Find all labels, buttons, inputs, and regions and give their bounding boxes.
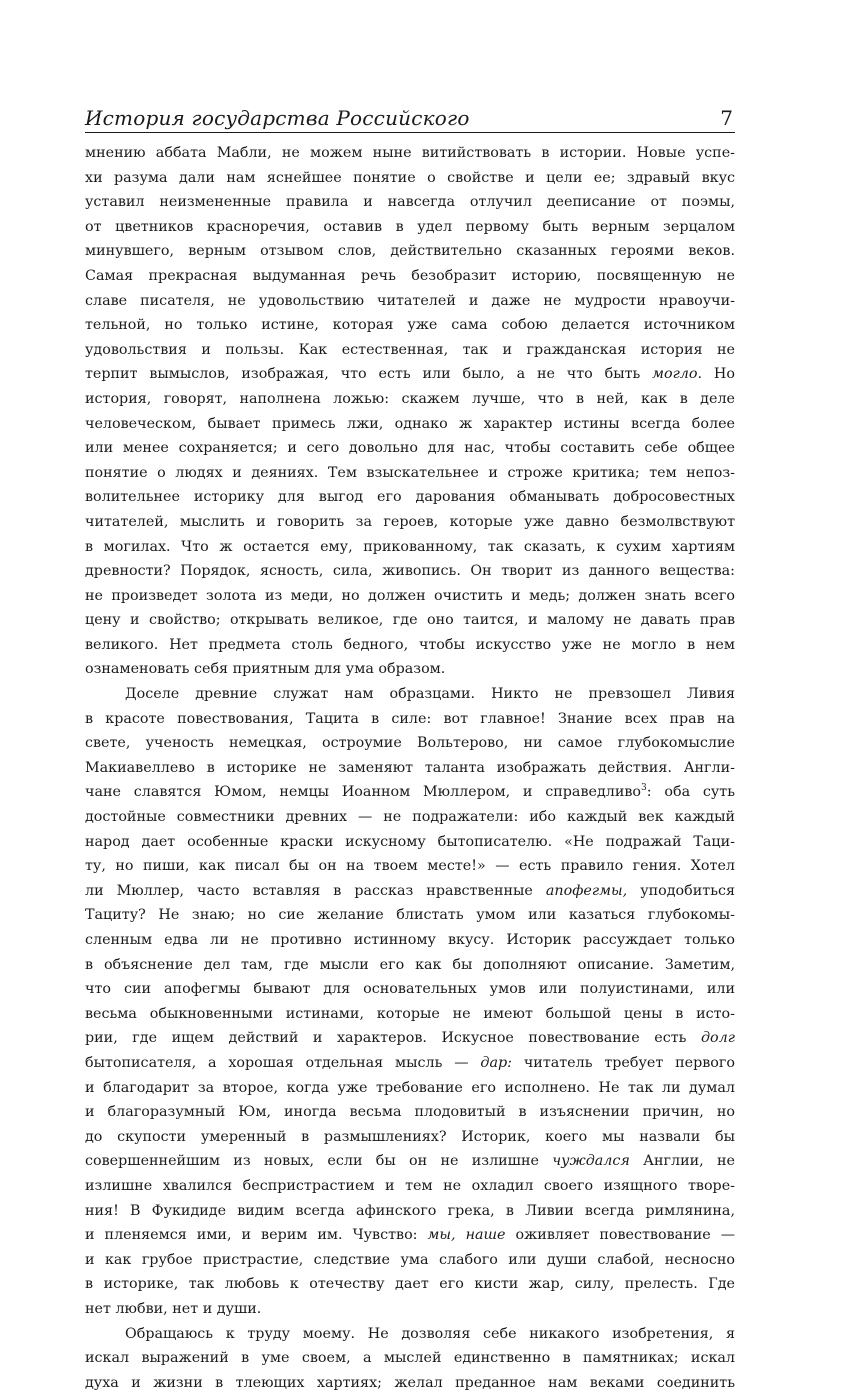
text-line: и благодарит за второе, когда уже требование его исполнено. Не так ли думал [85,1076,735,1101]
text-line: в могилах. Что ж остается ему, прикованному, так сказать, к сухим хартиям [85,535,735,560]
text-line: Макиавеллево в историке не заменяют таланта изображать действия. Англи- [85,756,735,781]
text-line [85,1026,735,1051]
text-line: славе писателя, не удовольствию читателей и даже не мудрости нравоучи- [85,289,735,314]
text-line [85,780,735,805]
text-line: Тациту? Не знаю; но сие желание блистать умом или казаться глубокомы- [85,903,735,928]
footnote-marker[interactable]: 3 [641,784,647,794]
text-line: излишне хвалился беспристрастием и тем не охладил своего изящного творе- [85,1174,735,1199]
text-line: искал выражений в уме своем, а мыслей единственно в памятниках; искал [85,1346,735,1371]
text-run: терпит вымыслов, изображая, что есть или было, а не что быть [85,366,652,382]
text-line [85,362,735,387]
text-run: рии, где ищем действий и характеров. Искусное повествование есть [85,1030,686,1046]
italic-run: дар: [480,1055,512,1071]
text-line: хи разума дали нам яснейшее понятие о свойстве и цели ее; здравый вкус [85,166,735,191]
text-line: великого. Нет предмета столь бедного, чтобы искусство уже не могло в нем [85,633,735,658]
text-line [85,1051,735,1076]
text-line: и благоразумный Юм, иногда весьма плодовитый в изъяснении причин, но [85,1100,735,1125]
text-line: духа и жизни в тлеющих хартиях; желал преданное нам веками соединить [85,1371,735,1395]
text-line: что сии апофегмы бывают для основательных умов или полуистинами, или [85,977,735,1002]
text-line: ния! В Фукидиде видим всегда афинского грека, в Ливии всегда римлянина, [85,1199,735,1224]
text-line: человеческом, бывает примесь лжи, однако ж характер истины всегда более [85,412,735,437]
paragraph-1 [85,141,735,682]
text-line: в красоте повествования, Тацита в силе: вот главное! Знание всех прав на [85,707,735,732]
text-line: не произведет золота из меди, но должен очистить и медь; должен знать всего [85,584,735,609]
text-line: Обращаюсь к труду моему. Не дозволяя себе никакого изобретения, я [85,1322,735,1347]
text-run: читатель требует первого [512,1055,735,1071]
text-run: ли Мюллер, часто вставляя в рассказ нравственные [85,883,533,899]
page-number: 7 [720,106,735,130]
text-run: : оба суть [647,784,735,800]
text-line: удовольствия и пользы. Как естественная, так и гражданская история не [85,338,735,363]
running-header [85,92,735,133]
text-line [85,879,735,904]
text-line: минувшего, верным отзывом слов, действительно сказанных героями веков. [85,239,735,264]
text-line: ту, но пиши, как писал бы он на твоем месте!» — есть правило гения. Хотел [85,854,735,879]
text-run: совершеннейшим из новых, если бы он не излишне [85,1153,539,1169]
running-title: История государства Российского [85,106,470,130]
paragraph-2 [85,682,735,1321]
text-line: тельной, но только истине, которая уже сама собою делается источником [85,313,735,338]
body-text [85,141,735,1395]
text-line: древности? Порядок, ясность, сила, живопись. Он творит из данного вещества: [85,559,735,584]
text-line: нет любви, нет и души. [85,1297,735,1322]
text-line: уставил неизмененные правила и навсегда отлучил дееписание от поэмы, [85,190,735,215]
book-page [85,92,735,1395]
text-run: Но [702,366,735,382]
text-run: Англии, не [630,1153,735,1169]
text-line: мнению аббата Мабли, не можем ныне витийствовать в истории. Новые успе- [85,141,735,166]
text-line [85,1223,735,1248]
italic-run: мы, наше [428,1227,506,1243]
text-line: читателей, мыслить и говорить за героев, которые уже давно безмолвствуют [85,510,735,535]
text-line: Доселе древние служат нам образцами. Никто не превзошел Ливия [85,682,735,707]
text-line: свете, ученость немецкая, остроумие Вольтерово, ни самое глубокомыслие [85,731,735,756]
paragraph-3 [85,1322,735,1395]
text-line: сленным едва ли не противно истинному вкусу. Историк рассуждает только [85,928,735,953]
text-run: уподобиться [627,883,735,899]
text-line [85,1149,735,1174]
text-run: оживляет повествование — [506,1227,735,1243]
text-line: народ дает особенные краски искусному бытописателю. «Не подражай Таци- [85,830,735,855]
text-line: волительнее историку для выгод его дарования обманывать добросовестных [85,485,735,510]
text-line: от цветников красноречия, оставив в удел первому быть верным зерцалом [85,215,735,240]
text-line: Самая прекрасная выдуманная речь безобразит историю, посвященную не [85,264,735,289]
text-line: и как грубое пристрастие, следствие ума слабого или души слабой, несносно [85,1248,735,1273]
italic-run: могло. [652,366,702,382]
text-line: понятие о людях и деяниях. Тем взыскательнее и строже критика; тем непоз- [85,461,735,486]
text-line: в объяснение дел там, где мысли его как бы дополняют описание. Заметим, [85,953,735,978]
text-line: достойные совместники древних — не подражатели: ибо каждый век каждый [85,805,735,830]
text-line: в историке, так любовь к отечеству дает его кисти жар, силу, прелесть. Где [85,1272,735,1297]
text-line: весьма обыкновенными истинами, которые не имеют большой цены в исто- [85,1002,735,1027]
italic-run: апофегмы, [546,883,627,899]
text-line: ознаменовать себя приятным для ума образом. [85,657,735,682]
italic-run: чуждался [552,1153,630,1169]
text-line: или менее сохраняется; и сего довольно для нас, чтобы составить себе общее [85,436,735,461]
text-run: чане славятся Юмом, немцы Иоанном Мюллером, и справедливо [85,784,641,800]
text-run: и пленяемся ими, и верим им. Чувство: [85,1227,418,1243]
text-run: бытописателя, а хорошая отдельная мысль — [85,1055,469,1071]
italic-run: долг [701,1030,735,1046]
text-line: цену и свойство; открывать великое, где оно таится, и малому не давать прав [85,608,735,633]
text-line: до скупости умеренный в размышлениях? Историк, коего мы назвали бы [85,1125,735,1150]
text-line: история, говорят, наполнена ложью: скажем лучше, что в ней, как в деле [85,387,735,412]
